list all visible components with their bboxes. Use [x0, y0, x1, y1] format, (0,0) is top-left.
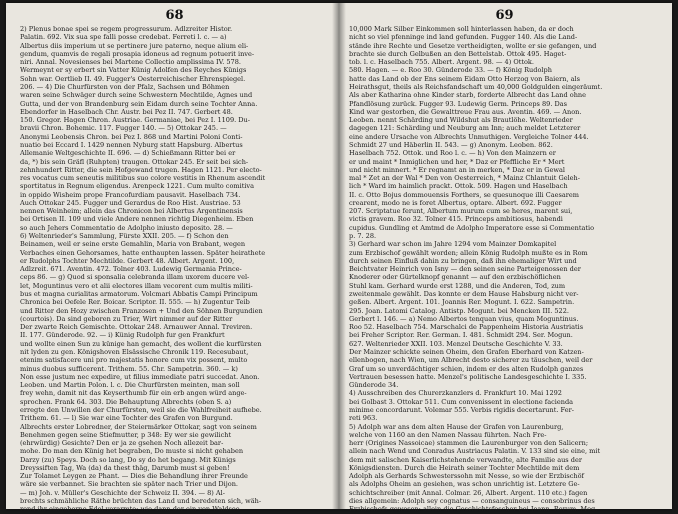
text-line: II. 177. Günderode. 92. — i) Künig Rudolph fur gen Frankfurt	[20, 331, 225, 340]
book-gutter	[332, 3, 346, 509]
text-line: rend ihr eingeborne Edel verarmte; wie dann der ein von Waldsee	[20, 505, 240, 514]
text-line: nuatio bei Eccard I. 1429 nennen Nyburg statt Hapsburg. Albertus	[20, 140, 243, 149]
text-line: 3) Gerhard war schon im Jahre 1294 vom Mainzer Domkapitel	[349, 240, 557, 249]
text-line: Wermeynt er sy erbert sin Vatter Künig Adolfen des Reyches Künigs	[20, 66, 247, 75]
text-line: 4) Ausschreiben des Churerzkanzlers d. Frankfurt 10. Mai 1292	[349, 389, 562, 398]
right-page	[339, 3, 672, 514]
text-line: — m) Joh. v. Müller's Geschichte der Schweiz II. 394. — 8) Al-	[20, 488, 225, 497]
text-line: Heirathsgut, theils als Reichsfandschaft um 40,000 Goldgulden eingeräumt.	[349, 82, 603, 91]
text-line: Knoderer oder Gürtelknopf genannt — auf den erzbischöflichen	[349, 273, 561, 282]
text-line: brachte sie durch Gelbußen an den Bettelstab. Ottok 495. Haget-	[349, 49, 567, 58]
text-line: cupidus. Gundling et Amtmd de Adolpho Imperatore esse si Commentatio	[349, 223, 595, 232]
text-line: 10,000 Mark Silber Einkommen soll hinterlassen haben, da er doch	[349, 25, 574, 33]
text-line: Non esse justum nec expedire, ut filius immediate patri succedat. Anon.	[20, 372, 260, 381]
text-line: let, Moguntinus vero et alii electores illam vecorent cum multis militi-	[20, 281, 253, 290]
text-line: Haselbach 752. Ottok. und Roo l. c. — h) Von den Mainzern er	[349, 149, 556, 158]
text-line: bei Golbast 3. Ottokar 511. Cum convenissent in electione facienda	[349, 397, 574, 406]
text-line: und Ritter den Hozy zwischen Franzosen + Und den Söhnen Burgundien	[20, 306, 263, 315]
text-line: durch seinen Einfluß dahin zu bringen, daß ihn ehemaliger Wirt und	[349, 256, 577, 265]
text-line: so auch Jehers Commentatio de Adolpho iniusto deposito. 28. —	[20, 223, 233, 232]
text-line: Darzy (zu) Speys. Doch so lang, Do sy do het begang. Mit Künigs	[20, 455, 236, 464]
text-line: eine andere Ursache von Albrechts Unmuthigen. Vergleiche Tolner 444.	[349, 132, 589, 141]
text-line: mal * Zet an der Wal * Den von Oesterreich, * Mainz Chlantuit Geleh-	[349, 174, 580, 183]
text-line: bei Ortisen II. 109 und viele Andere nennen richtig Diegenheim. Eben	[20, 215, 254, 224]
left-page	[6, 3, 339, 514]
text-line: Dreyssiften Tag, Wa (da) da thest thäg, Darumb must si geben!	[20, 463, 230, 472]
text-line: (ehrwürdig) Gesichte? Den er ja ze gsehen Noch allezeit bar-	[20, 439, 224, 448]
text-line: Allemanie Weltgeschichte II. 696. — d) Schießmann Ritter bei er	[20, 149, 236, 158]
right-page-number: 69	[495, 8, 514, 23]
text-line: 150. Gregor. Hagen Chron. Austriae. Germaniae, bei Pez I. 1109. Du-	[20, 116, 250, 125]
text-line: Graf um so unverdächtiger schien, indem er des alten Rudolph ganzes	[349, 364, 584, 373]
text-line: 6) Weltenrieder's Sammlung, Fürste XXII. 205. — f) Schon den	[20, 232, 229, 241]
text-line: 2) Plenus bonae spei se regem progressurum. Adlzreiter Histor.	[20, 25, 233, 33]
text-line: Schmidt 27 und Häberlin II. 543. — g) Anonym. Leoben. 862.	[349, 140, 553, 149]
text-line: Chronica bei Oefele Rer. Boicar. Scriptor. II. 555. — h) Zugentur Teib	[20, 298, 250, 307]
text-line: 206. — 4) Die Churfürsten von der Pfalz, Sachsen und Böhmen	[20, 82, 230, 91]
text-line: 5) Adolph war ans dem alten Hause der Grafen von Laurenburg,	[349, 422, 564, 431]
text-line: stände ihre Rechte und Gesetze vertheidigten, wollte er sie gefangen, und	[349, 41, 597, 50]
text-line: in oppido Wisheim prope Francofurdiam pausavit. Haselbach 734.	[20, 190, 241, 199]
text-line: Adlzreit. 671. Aventin. 472. Tolner 403. Ludewig Germania Prince-	[20, 265, 242, 274]
text-line: waren seine Schwäger durch seine Schwestern Mechtilde, Agnes und	[20, 91, 253, 100]
text-line: Zur Tolamet Leygen ze Phant. — Dies die Behandlung ihrer Freunde	[20, 472, 248, 481]
text-line: allein nach Wend und Conradus Austriacus Palatin. V. 133 sind sie eine, mit	[349, 447, 601, 456]
text-line: Pfandlösung zurück. Fugger 93. Ludewig Germ. Princeps 89. Das	[349, 99, 567, 108]
text-line: Roo 52. Haselbach 754. Marschalci de Pappenheim Historia Austriatis	[349, 323, 584, 332]
text-line: Leoben. und Martin Polon. l. c. Die Churfürsten meinten, man soll	[20, 381, 240, 390]
text-line: Albertus diis imperium ut se pertinere jure paterno, neque alium eli-	[20, 41, 249, 50]
text-line: p. 7. 28.	[349, 232, 377, 241]
text-line: res vocatus cum seneutis militibus suo colore vestitis in Rhenum ascendit	[20, 174, 266, 183]
text-line: crearent, modo ne is foret Albertus, optare. Albert. 692. Fugger	[349, 198, 562, 207]
text-line: minus duobus sufficerent. Trithem. 55. Chr. Sampetrin. 360. — k)	[20, 364, 238, 373]
text-line: bei Freher Scriptor. Rer. German. I. 481. Schmidt 294. Ser. Mogun.	[349, 331, 573, 340]
text-line: herr (Origines Nassoicae) stammen die Laurenburger von den Salicern;	[349, 439, 589, 448]
text-line: sprochen. Frank 64. 303. Die Behauptung Albrechts (oben S. a)	[20, 397, 232, 406]
text-line: Gerbert l. 146. — a) Nemo Albertos tenquan vius, quam Moguntinus.	[349, 314, 579, 323]
text-line: dem mit salischen Kaiserlichstehende verwandte, alte Familie aus der	[349, 455, 582, 464]
text-line: Albrechts erster Lobredner, der Steiermärker Ottokar, sagt von seinem	[20, 422, 257, 431]
text-line: da, *) bis sein Gräfl (Ruhpten) traugen. Ottokar 245. Er seit bei sich-	[20, 157, 249, 166]
text-line: ceps 86. — g) Quod si sponsalia celebranda illam uxorem ducere vel-	[20, 273, 250, 282]
text-line: und nicht minnert. * Er regnamt an in merken, * Daz er in Gewal	[349, 165, 565, 174]
text-line: Beichtvater Heinrich von Isny — den seinen seine Parteigenossen der	[349, 265, 581, 274]
book-spread	[6, 3, 672, 514]
text-line: II. c. Otto Bojus dommouensis Forthers, se quesunoque illi Caesarem	[349, 190, 579, 199]
text-line: Stuhl kam. Gerhard wurde erst 1288, und die Anderen, Tod, zum	[349, 281, 566, 290]
text-line: nit lyden zu gen. Königshoven Elsässische Chronik 119. Recesubaut,	[20, 347, 249, 356]
text-line: Benehmen gegen seine Stiefmutter, p 348: Ey wer sie gewilicht	[20, 430, 232, 439]
text-line: zweitenmale gewählt. Das konnte er dem Hause Habsburg nicht ver-	[349, 290, 579, 298]
text-line: Palatin. 692. Vix sua spe falli posse credebat. Ferreti l. c. — a)	[20, 33, 227, 42]
text-line: erregte den Unwillen der Churfürsten, weil sie die Wahlfreiheit aufhebe.	[20, 405, 262, 414]
text-line: 627. Weltenrieder XXII. 103. Menzel Deutsche Geschichte V. 33.	[349, 339, 563, 348]
text-line: frey wehn, damit nit das Keyserthumb für ein erb angen würd ange-	[20, 389, 247, 398]
text-line: zum Erzbischof gewählt worden; allein König Rudolph mußte es in Rom	[349, 248, 588, 257]
text-line: reti 963.	[349, 414, 378, 423]
text-line: als Adolphs Oheim an gesiehen, was schon unrichtig ist. Letztere Ge-	[349, 480, 580, 489]
text-line: lich * Ward im haimlich prackt. Ottok. 509. Hagen und Haselbach	[349, 182, 568, 191]
text-line: Adolph als Gerhards Schwesterssohn mit Nesse, so wie der Erzbischöf	[349, 472, 584, 481]
text-line: geßen. Albert. Argent. 101. Joannis Rer. Mogunt. I. 622. Sampetrin.	[349, 298, 575, 307]
text-line: Trithem. 61. — l) Sie war eine Tochter des Grafen von Burgund.	[20, 414, 233, 423]
text-line: Der zwarte Reich Gemischte. Ottokar 248. Arnauwer Annal. Treviren.	[20, 323, 253, 332]
text-line: und wollte einen Sun zu künige han gemacht, des wollent die kurfürsten	[20, 339, 262, 348]
text-line: 580. Hagen. — e. Roo 30. Günderode 33. — f) König Rudolph	[349, 66, 552, 75]
text-line: tob. l. c. Haselbach 755. Albert. Argent. 98. — 4) Ottok.	[349, 58, 534, 67]
text-line: Erzbischofs gewesen; allein die Geschichtsfoscher bei Joann. Rerum. Mog.	[349, 505, 598, 514]
text-line: dagegen 121: Schärding und Neuburg am Inn; auch meldet Letzterer	[349, 124, 581, 133]
text-line: (courtois). Da sind geboren zu Trier, Wirt nimmer auf der Ritter	[20, 314, 233, 323]
text-line: welche von 1160 an den Namen Nassau führten. Nach Fre-	[349, 430, 547, 439]
text-line: hatte das Land ob der Ens seinem Eidam Otto Herzog von Baiern, als	[349, 74, 581, 83]
text-line: er Rudolphs Tochter Mechtilde. Gerbert 48. Albert. Argent. 100,	[20, 256, 235, 265]
left-page-text	[20, 25, 329, 514]
text-line: Als aber Katharina ohne Kinder starb, forderte Albrecht das Land ohne	[349, 91, 587, 100]
text-line: victis gravem. Roo 32. Tolner 415. Princeps ambitiosus, habendi	[349, 215, 563, 224]
text-line: bus et magna curialitas armatorum. Volcmari Abbatis Campi Principum	[20, 290, 258, 298]
text-line: Vertrauen besessen hatte. Menzel's politische Landesgeschichte I. 335.	[349, 372, 587, 381]
text-line: 207. Scriptatue ferunt, Albertum murum cum se heres, marent sui,	[349, 207, 573, 216]
text-line: Günderode 34.	[349, 381, 399, 390]
text-line: etenim satisfacere uni pro majestatis honore cum vix possent, multo	[20, 356, 248, 365]
text-line: brechts schmähliche Räthe brüchten das Land und beredeten sich, wäh-	[20, 497, 262, 506]
text-line: Beinamen, weil er seine erste Gemahlin, Maria von Brabant, wegen	[20, 240, 246, 249]
text-line: Sohn war. Oertlieb II. 49. Fugger's Oesterreichischer Ehrenspiegel.	[20, 74, 246, 83]
text-line: minime concordarunt. Volemar 555. Verbis rigidis decertarunt. Fer-	[349, 405, 574, 414]
text-line: er und maint * Inmiglichen und her, * Daz er Pfeffliche Er * Mert	[349, 157, 565, 166]
text-line: Anonymi Leobensis Chron. bei Pez I. 868 und Martini Poloni Conti-	[20, 132, 243, 141]
text-line: Ebendorfer in Haselbach Chr. Austr. bei Pez II. 747. Gerbert 48.	[20, 107, 233, 116]
text-line: bravii Chron. Bohemic. 117. Fugger 140. — 5) Ottokar 245. —	[20, 124, 227, 133]
text-line: sportitatus in Regnum eligendus. Arenpeck 1221. Cum multo comitiva	[20, 182, 255, 191]
left-page-number: 68	[165, 8, 184, 23]
text-line: schichtschreiber (mit Annal. Colmar. 26, Albert. Argent. 110 etc.) fagen	[349, 488, 588, 497]
text-line: nennen Weinheim; allein das Chronicon bei Albertus Argentinensis	[20, 207, 243, 216]
text-line: Königsdiensten. Durch die Heirath seiner Tochter Mechtilde mit dem	[349, 463, 580, 472]
text-line: Verbaches einen Gehorsames, hatte enthaupten lassen. Später heirathete	[20, 248, 266, 257]
text-line: Leoben. nennt Schärding und Wildshut als Brautlöhe. Weltenrieder	[349, 116, 573, 125]
right-page-text	[349, 25, 660, 514]
text-line: Gutta, und der von Brandenburg sein Eidam durch seine Tochter Anna.	[20, 99, 258, 108]
text-line: dies allgemein: Adolph sey cognatus — consanguineus — consobrinus des	[349, 497, 595, 506]
text-line: mohe. Do man den Künig het begraben, Do muste si nicht gehaben	[20, 447, 244, 456]
text-line: ellenbogen, nach Wien, um Albrecht desto sicherer zu täuschen, weil der	[349, 356, 593, 365]
text-line: zehnhundert Ritter, die sein Hofgewand trugen. Hagen 1121. Per electo-	[20, 165, 262, 174]
text-line: niri. Annal. Novesienses bei Martene Collectio amplissima IV. 578.	[20, 58, 241, 67]
text-line: wäre sie verbannet. Sie brachten sie später nach Trier und Dijon.	[20, 480, 238, 489]
text-line: Kind war gestorben, die Gewalttreue Frau aus. Aventin. 469. — Anon.	[349, 107, 582, 116]
text-line: Auch Ottokar 245. Fugger und Gerardus de Roo Hist. Austriae. 53	[20, 198, 241, 207]
text-line: Der Mainzer schickte seinen Oheim, den Grafen Eberhard von Katzen-	[349, 347, 584, 356]
text-line: nicht so viel pfenninge ind land gefunden. Fugger 140. Als die Land-	[349, 33, 578, 42]
text-line: 295. Joan. Latomi Catalog. Antistp. Mogunt. bei Mencken III. 522.	[349, 306, 569, 315]
text-line: gendum, quamvis de regali prosapia idoneus ad regnum potuerit inve-	[20, 49, 255, 58]
